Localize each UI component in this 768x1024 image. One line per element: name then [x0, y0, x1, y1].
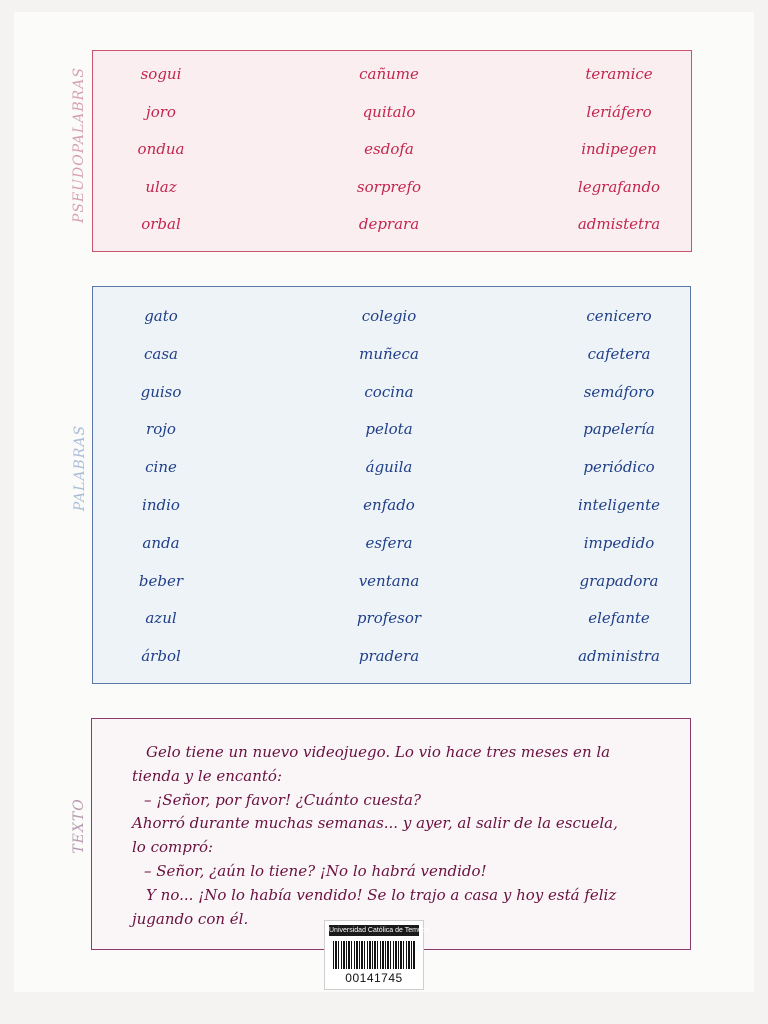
texto-paragraph [132, 741, 666, 931]
word-item: orbal [141, 215, 181, 233]
word-item: rojo [146, 420, 176, 439]
word-item: profesor [356, 609, 422, 628]
word-item: esdofa [364, 140, 414, 158]
word-item: ondua [137, 140, 185, 158]
institution-label: Universidad Católica de Temuco [329, 927, 430, 934]
word-item: anda [142, 533, 180, 552]
word-item: inteligente [577, 496, 661, 514]
word-item: admistetra [577, 215, 661, 233]
word-item: ulaz [145, 177, 177, 196]
word-row [93, 572, 690, 596]
palabras-grid [93, 287, 690, 683]
texto-line: – ¡Señor, por favor! ¿Cuánto cuesta? [144, 790, 421, 809]
word-item: sorprefo [356, 177, 422, 196]
word-item: deprara [358, 215, 420, 233]
word-item: elefante [588, 609, 650, 628]
texto-line: tienda y le encantó: [132, 766, 283, 785]
word-row [93, 383, 690, 407]
pseudopalabras-side-label: PSEUDOPALABRAS [71, 67, 87, 223]
word-item: indipegen [581, 140, 657, 158]
word-item: colegio [361, 307, 417, 325]
word-item: papelería [583, 420, 655, 439]
texto-line: lo compró: [132, 838, 214, 857]
barcode-number: 00141745 [345, 971, 403, 985]
word-item: periódico [583, 458, 655, 477]
word-row [93, 496, 690, 520]
word-row [93, 65, 691, 89]
word-row [93, 420, 690, 444]
word-item: teramice [585, 65, 653, 83]
pseudopalabras-grid [93, 51, 691, 251]
word-row [93, 345, 690, 369]
word-item: leriáfero [586, 102, 652, 121]
word-item: guiso [140, 382, 182, 401]
word-item: cafetera [587, 344, 651, 363]
word-item: azul [145, 609, 177, 628]
word-item: administra [578, 647, 660, 666]
word-item: esfera [365, 533, 413, 552]
texto-line: – Señor, ¿aún lo tiene? ¡No lo habrá vendido! [144, 861, 487, 880]
word-item: sogui [140, 65, 182, 83]
word-row [93, 140, 691, 164]
word-item: ventana [358, 571, 420, 590]
texto-side-label: TEXTO [71, 798, 87, 854]
word-item: árbol [141, 647, 181, 666]
word-item: beber [138, 571, 184, 590]
texto-line: Gelo tiene un nuevo videojuego. Lo vio hace tres meses en la [146, 743, 611, 761]
word-row [93, 647, 690, 671]
word-item: cenicero [586, 307, 652, 325]
word-row [93, 178, 691, 202]
word-item: indio [142, 496, 180, 514]
word-item: grapadora [579, 571, 659, 590]
word-item: pelota [365, 420, 413, 439]
word-row [93, 215, 691, 239]
word-item: pradera [358, 647, 420, 666]
word-item: muñeca [359, 344, 419, 363]
texto-box [91, 718, 691, 950]
word-item: cine [145, 458, 177, 477]
word-item: quitalo [362, 102, 416, 121]
pseudopalabras-box [92, 50, 692, 252]
texto-line: Ahorró durante muchas semanas... y ayer, al salir de la escuela, [132, 814, 618, 833]
word-item: semáforo [583, 382, 655, 401]
palabras-side-label: PALABRAS [72, 424, 88, 512]
word-item: joro [146, 102, 176, 121]
library-barcode-sticker [324, 920, 430, 990]
word-row [93, 458, 690, 482]
word-item: impedido [583, 533, 655, 552]
word-item: cocina [364, 382, 414, 401]
word-item: águila [365, 458, 413, 477]
word-row [93, 609, 690, 633]
texto-line: Y no... ¡No lo había vendido! Se lo trajo a casa y hoy está feliz [146, 885, 617, 904]
word-item: gato [144, 307, 178, 325]
texto-line: jugando con él. [132, 909, 249, 928]
barcode-icon [333, 941, 415, 969]
palabras-box [92, 286, 691, 684]
word-row [93, 534, 690, 558]
word-row [93, 103, 691, 127]
word-item: cañume [359, 65, 419, 83]
word-item: legrafando [577, 177, 661, 196]
word-item: casa [144, 344, 178, 363]
word-item: enfado [363, 496, 415, 514]
word-row [93, 307, 690, 331]
